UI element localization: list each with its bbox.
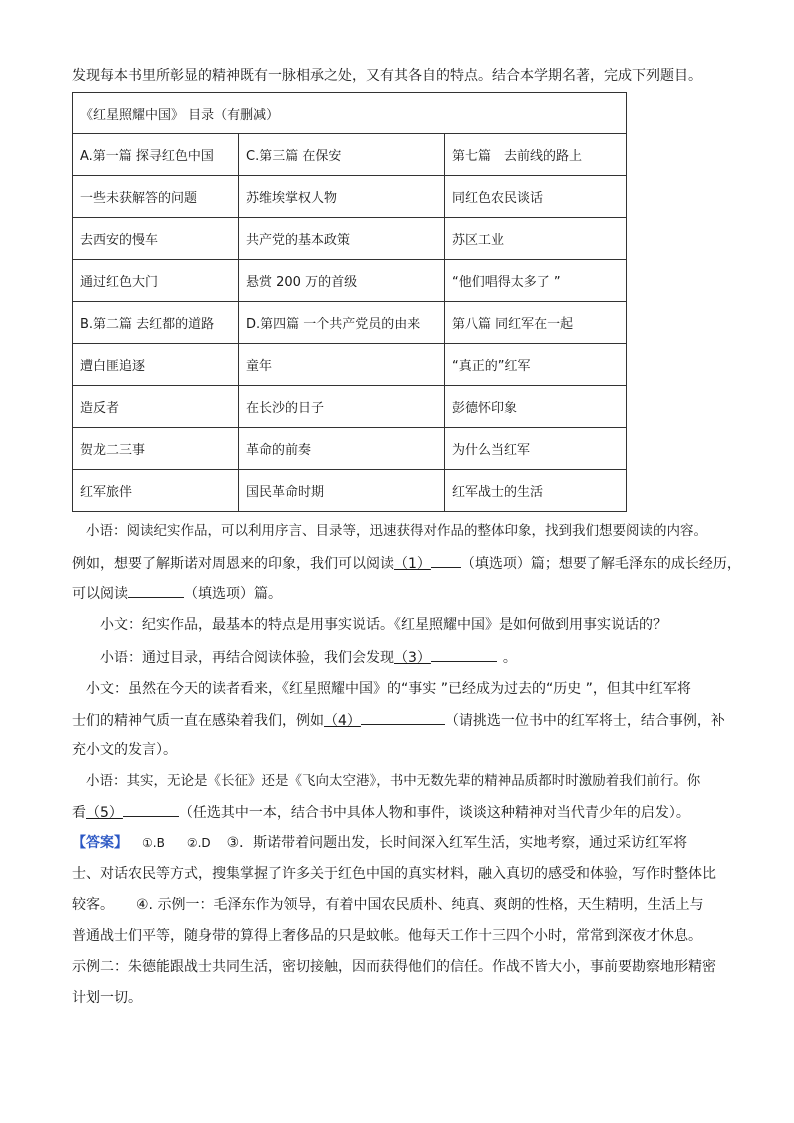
blank-label-4: （4） xyxy=(324,713,361,729)
dialog-text: 例如，想要了解斯诺对周恩来的印象，我们可以阅读 xyxy=(72,556,394,572)
table-cell: 为什么当红军 xyxy=(445,428,627,470)
table-cell: 一些未获解答的问题 xyxy=(73,176,239,218)
dialog-p1-line2 xyxy=(72,553,741,574)
dialog-p5-line1: 小语：其实，无论是《长征》还是《飞向太空港》，书中无数先辈的精神品质都时时激励着我们前行。你 xyxy=(86,773,701,789)
table-cell: 彭德怀印象 xyxy=(445,386,627,428)
table-cell: 红军旅伴 xyxy=(73,470,239,512)
answer-line3 xyxy=(72,895,703,915)
dialog-p5-line2 xyxy=(72,802,690,823)
answer-blank-5[interactable] xyxy=(123,802,179,817)
dialog-text: 小语：通过目录，再结合阅读体验，我们会发现 xyxy=(100,650,394,666)
dialog-p1-line1: 小语：阅读纪实作品，可以利用序言、目录等，迅速获得对作品的整体印象，找到我们想要阅读的内容。 xyxy=(86,523,707,539)
answer-1: ①.B xyxy=(142,836,165,850)
table-row xyxy=(73,344,627,386)
table-cell: B.第二篇 去红都的道路 xyxy=(73,302,239,344)
table-row xyxy=(73,218,627,260)
answer-4-line1: ④. 示例一：毛泽东作为领导，有着中国农民质朴、纯真、爽朗的性格，天生精明，生活上与 xyxy=(136,897,704,913)
dialog-p2: 小文：纪实作品，最基本的特点是用事实说话。《红星照耀中国》是如何做到用事实说话的？ xyxy=(100,617,667,633)
answer-4-line4: 计划一切。 xyxy=(72,990,142,1006)
answer-2: ②.D xyxy=(186,836,211,850)
answer-blank-1[interactable] xyxy=(431,553,461,568)
dialog-p4-line3: 充小文的发言）。 xyxy=(72,742,177,758)
table-row xyxy=(73,302,627,344)
answer-3-line2: 士、对话农民等方式，搜集掌握了许多关于红色中国的真实材料，融入真切的感受和体验，写作时整体比 xyxy=(72,866,716,882)
table-cell: 贺龙二三事 xyxy=(73,428,239,470)
table-cell: 悬赏 200 万的首级 xyxy=(239,260,445,302)
toc-title: 《红星照耀中国》 目录（有删减） xyxy=(73,93,627,134)
toc-title-row xyxy=(73,93,627,134)
dialog-text: 。 xyxy=(502,650,517,666)
dialog-text: 看 xyxy=(72,805,86,821)
table-cell: “真正的”红军 xyxy=(445,344,627,386)
table-cell: C.第三篇 在保安 xyxy=(239,134,445,176)
table-cell: 在长沙的日子 xyxy=(239,386,445,428)
table-row xyxy=(73,386,627,428)
table-cell: 苏区工业 xyxy=(445,218,627,260)
answer-3-line1: ③．斯诺带着问题出发，长时间深入红军生活，实地考察，通过采访红军将 xyxy=(226,835,688,851)
table-cell: 共产党的基本政策 xyxy=(239,218,445,260)
answer-tag: 【答案】 xyxy=(72,835,128,851)
table-cell: 红军战士的生活 xyxy=(445,470,627,512)
dialog-p3 xyxy=(100,647,517,668)
answer-3-line3: 较客。 xyxy=(72,897,114,913)
table-cell: 通过红色大门 xyxy=(73,260,239,302)
answer-4-line2: 普通战士们平等，随身带的算得上奢侈品的只是蚊帐。他每天工作十三四个小时，常常到深夜才休息。 xyxy=(72,928,702,944)
table-cell: 第七篇 去前线的路上 xyxy=(445,134,627,176)
dialog-text: 可以阅读 xyxy=(72,586,128,602)
table-row xyxy=(73,176,627,218)
table-cell: “他们唱得太多了 ” xyxy=(445,260,627,302)
table-cell: 第八篇 同红军在一起 xyxy=(445,302,627,344)
table-row xyxy=(73,134,627,176)
table-cell: 革命的前奏 xyxy=(239,428,445,470)
blank-label-5: （5） xyxy=(86,805,123,821)
dialog-p4-line1: 小文：虽然在今天的读者看来，《红星照耀中国》的“事实 ”已经成为过去的“历史 ”，但其中红军将 xyxy=(86,681,691,697)
dialog-text: （填选项）篇。 xyxy=(184,586,282,602)
dialog-p4-line2 xyxy=(72,710,725,731)
dialog-text: （任选其中一本，结合书中具体人物和事件，谈谈这种精神对当代青少年的启发）。 xyxy=(178,805,690,821)
table-row xyxy=(73,470,627,512)
toc-table xyxy=(72,92,627,512)
dialog-text: （填选项）篇；想要了解毛泽东的成长经历， xyxy=(460,556,741,572)
blank-label-3: （3） xyxy=(394,650,431,666)
answer-blank-4[interactable] xyxy=(361,710,445,725)
table-row xyxy=(73,428,627,470)
table-cell: 同红色农民谈话 xyxy=(445,176,627,218)
table-row xyxy=(73,260,627,302)
intro-text: 发现每本书里所彰显的精神既有一脉相承之处，又有其各自的特点。结合本学期名著，完成下列题目。 xyxy=(72,68,702,84)
dialog-text: （请挑选一位书中的红军将士，结合事例，补 xyxy=(444,713,725,729)
dialog-p1-line3 xyxy=(72,583,282,604)
answer-4-line3: 示例二：朱德能跟战士共同生活，密切接触，因而获得他们的信任。作战不皆大小，事前要勘察地形精密 xyxy=(72,959,716,975)
table-cell: D.第四篇 一个共产党员的由来 xyxy=(239,302,445,344)
blank-label-1: （1） xyxy=(394,556,431,572)
table-cell: A.第一篇 探寻红色中国 xyxy=(73,134,239,176)
answer-blank-3[interactable] xyxy=(431,647,497,662)
table-cell: 去西安的慢车 xyxy=(73,218,239,260)
table-cell: 童年 xyxy=(239,344,445,386)
dialog-text: 士们的精神气质一直在感染着我们，例如 xyxy=(72,713,324,729)
table-cell: 造反者 xyxy=(73,386,239,428)
table-cell: 国民革命时期 xyxy=(239,470,445,512)
answer-line1 xyxy=(72,833,687,853)
table-cell: 遭白匪追逐 xyxy=(73,344,239,386)
table-cell: 苏维埃掌权人物 xyxy=(239,176,445,218)
answer-blank-2[interactable] xyxy=(128,583,184,598)
